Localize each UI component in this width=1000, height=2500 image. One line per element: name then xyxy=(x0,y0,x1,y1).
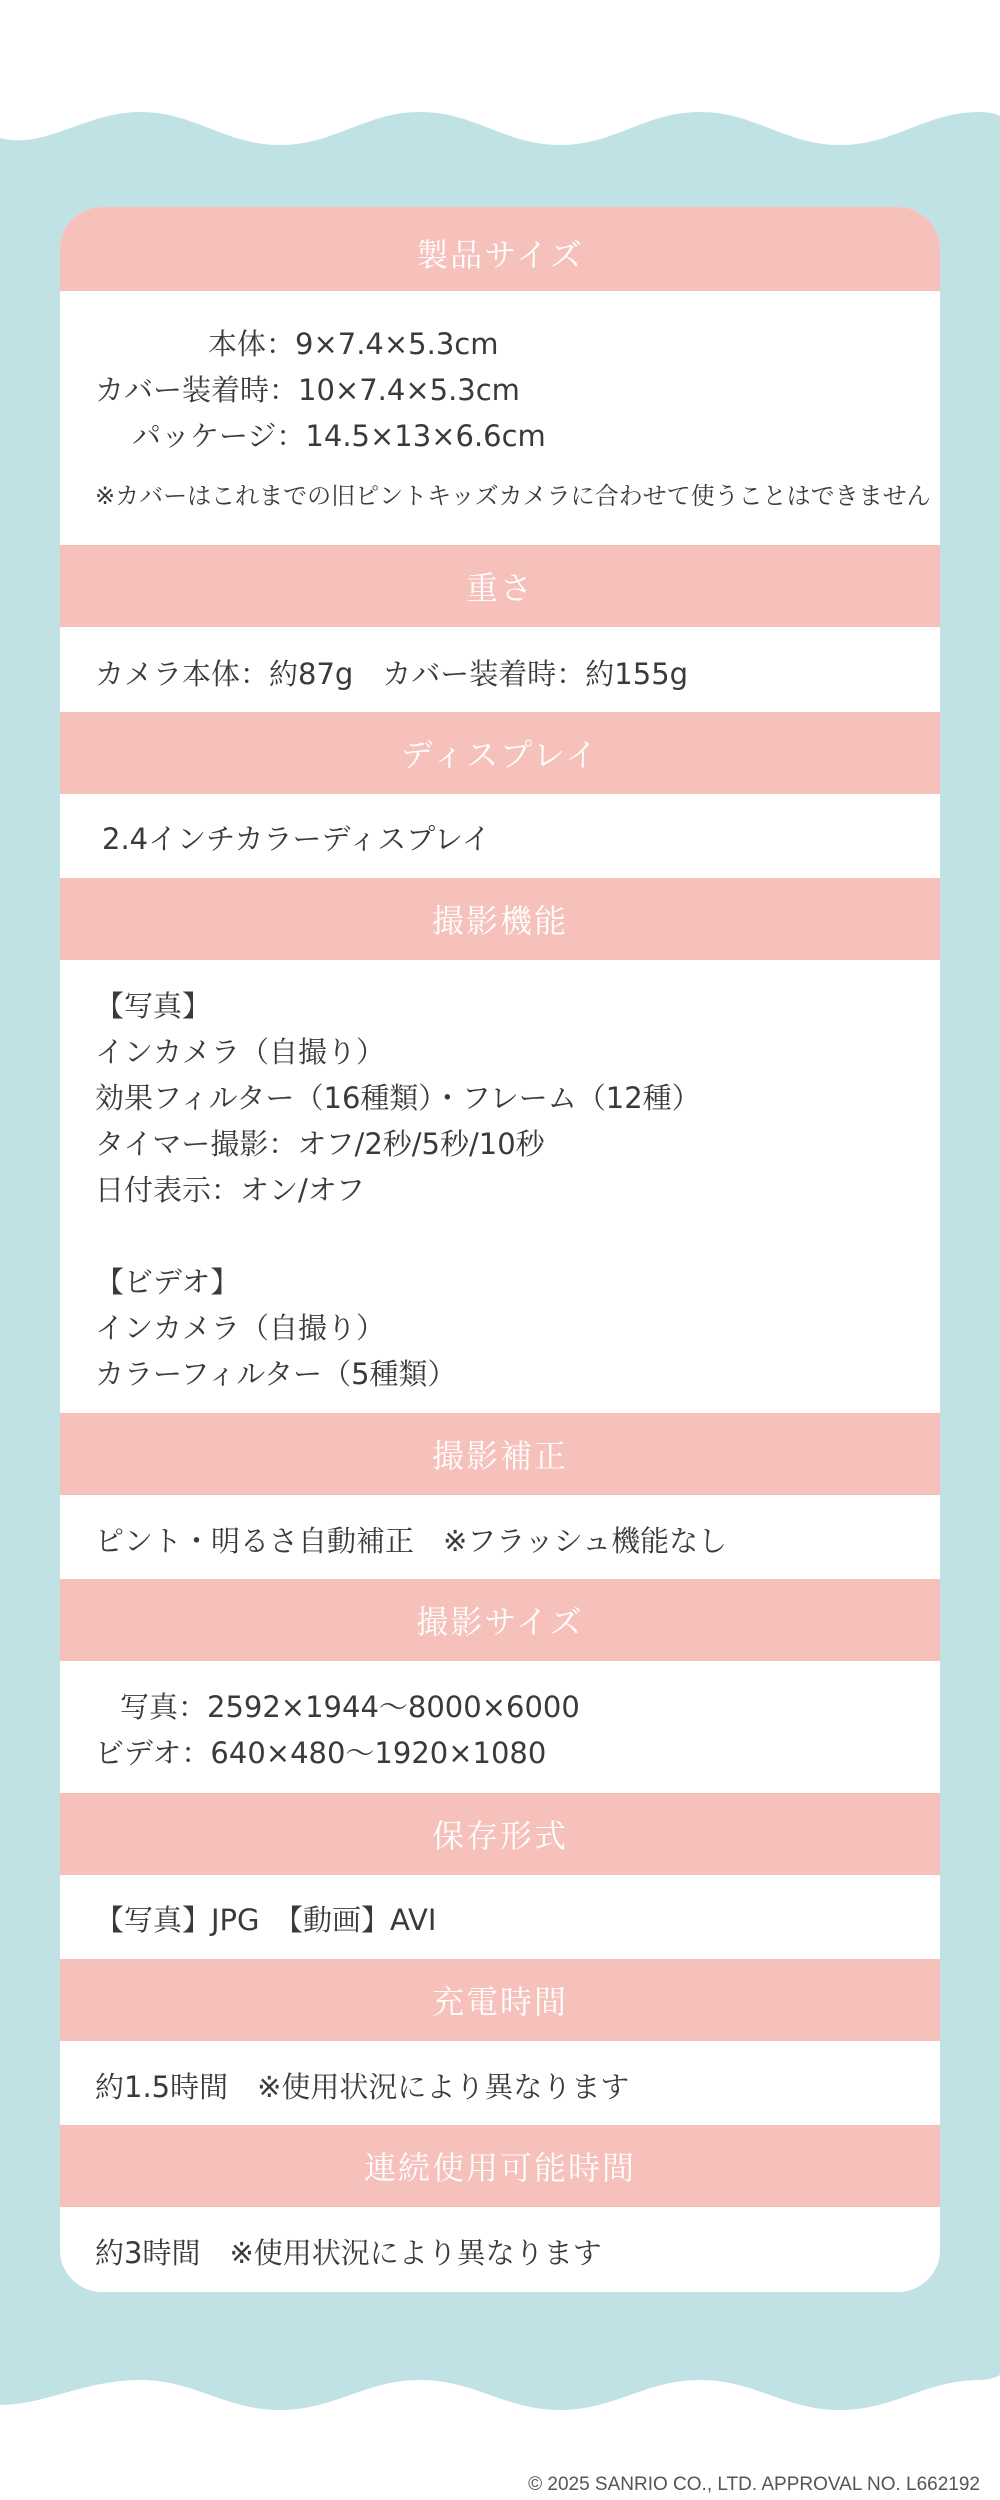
spec-line: 約1.5時間 ※使用状況により異なります xyxy=(95,2070,630,2104)
spec-line: 2.4インチカラーディスプレイ xyxy=(102,822,491,856)
spec-line: 写真：2592×1944〜8000×6000 xyxy=(120,1690,580,1724)
spec-note: ※カバーはこれまでの旧ピントキッズカメラに合わせて使うことはできません xyxy=(95,482,931,510)
spec-line: インカメラ（自撮り） xyxy=(95,1035,386,1069)
section-header-save-format: 保存形式 xyxy=(60,1793,940,1875)
section-header-shooting-functions: 撮影機能 xyxy=(60,878,940,960)
spec-line: 効果フィルター（16種類）・フレーム（12種） xyxy=(95,1081,701,1115)
section-header-shooting-size: 撮影サイズ xyxy=(60,1579,940,1661)
spec-line: ビデオ：640×480〜1920×1080 xyxy=(95,1736,547,1770)
section-header-charging-time: 充電時間 xyxy=(60,1959,940,2041)
spec-line: インカメラ（自撮り） xyxy=(95,1311,386,1345)
spec-card xyxy=(60,207,940,2292)
spec-line: 日付表示：オン/オフ xyxy=(95,1173,365,1207)
spec-line: 【ビデオ】 xyxy=(95,1265,240,1299)
spec-line: 【写真】JPG 【動画】AVI xyxy=(95,1903,437,1937)
spec-line: パッケージ：14.5×13×6.6cm xyxy=(132,419,546,453)
spec-line: 【写真】 xyxy=(95,989,212,1023)
section-header-continuous-use-time: 連続使用可能時間 xyxy=(60,2125,940,2207)
spec-line: カメラ本体：約87g カバー装着時：約155g xyxy=(95,657,689,691)
section-header-shooting-correction: 撮影補正 xyxy=(60,1413,940,1495)
copyright-notice: © 2025 SANRIO CO., LTD. APPROVAL NO. L662192 xyxy=(528,2474,980,2495)
spec-line: タイマー撮影：オフ/2秒/5秒/10秒 xyxy=(95,1127,545,1161)
section-header-display: ディスプレイ xyxy=(60,712,940,794)
section-header-weight: 重さ xyxy=(60,545,940,627)
spec-line: 約3時間 ※使用状況により異なります xyxy=(95,2236,602,2270)
spec-line: 本体：9×7.4×5.3cm xyxy=(208,327,499,361)
spec-line: ピント・明るさ自動補正 ※フラッシュ機能なし xyxy=(95,1524,728,1558)
section-header-product-size: 製品サイズ xyxy=(60,207,940,291)
spec-line: カラーフィルター（5種類） xyxy=(95,1357,457,1391)
spec-line: カバー装着時：10×7.4×5.3cm xyxy=(95,373,520,407)
